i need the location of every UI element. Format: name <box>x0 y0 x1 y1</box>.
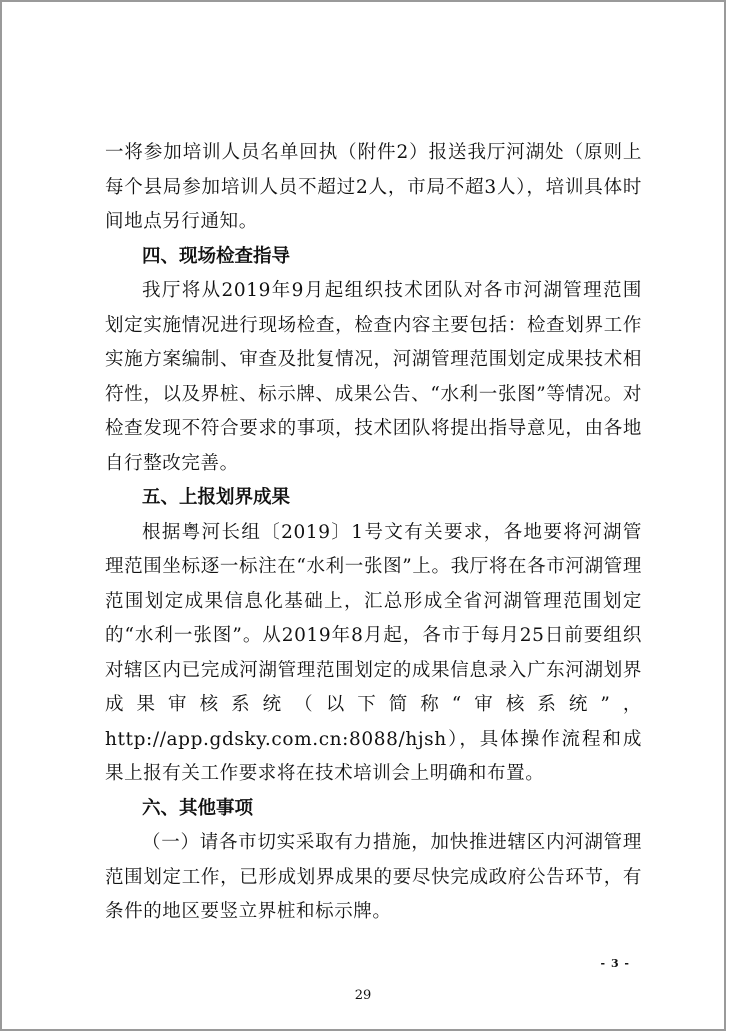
paragraph-section-4: 我厅将从2019年9月起组织技术团队对各市河湖管理范围划定实施情况进行现场检查，检查内容主要包括：检查划界工作实施方案编制、审查及批复情况，河湖管理范围划定成果技术相符性，以及界桩、标示牌、成果公告、“水利一张图”等情况。对检查发现不符合要求的事项，技术团队将提出指导意见，由各地自行整改完善。 <box>105 280 642 474</box>
inner-page-mark: - 3 - <box>600 957 630 970</box>
document-body <box>105 136 642 930</box>
paragraph-section-5: 根据粤河长组〔2019〕1号文有关要求，各地要将河湖管理范围坐标逐一标注在“水利一张图”上。我厅将在各市河湖管理范围划定成果信息化基础上，汇总形成全省河湖管理范围划定的“水利一张图”。从2019年8月起，各市于每月25日前要组织对辖区内已完成河湖管理范围划定的成果信息录入广东河湖划界成果审核系统（以下简称“审核系统”，http://app.gdsky.com.cn:8088/hjsh），具体操作流程和成果上报有关工作要求将在技术培训会上明确和布置。 <box>105 521 642 784</box>
page-number: 29 <box>354 988 372 1003</box>
section-heading-4: 四、现场检查指导 <box>142 245 291 267</box>
paragraph-section-6-item-1: （一）请各市切实采取有力措施，加快推进辖区内河湖管理范围划定工作，已形成划界成果的要尽快完成政府公告环节，有条件的地区要竖立界桩和标示牌。 <box>105 832 642 922</box>
section-heading-6: 六、其他事项 <box>142 797 254 819</box>
paragraph-continuation: 一将参加培训人员名单回执（附件2）报送我厅河湖处（原则上每个县局参加培训人员不超过2人，市局不超3人），培训具体时间地点另行通知。 <box>105 142 642 232</box>
section-heading-5: 五、上报划界成果 <box>142 487 291 508</box>
